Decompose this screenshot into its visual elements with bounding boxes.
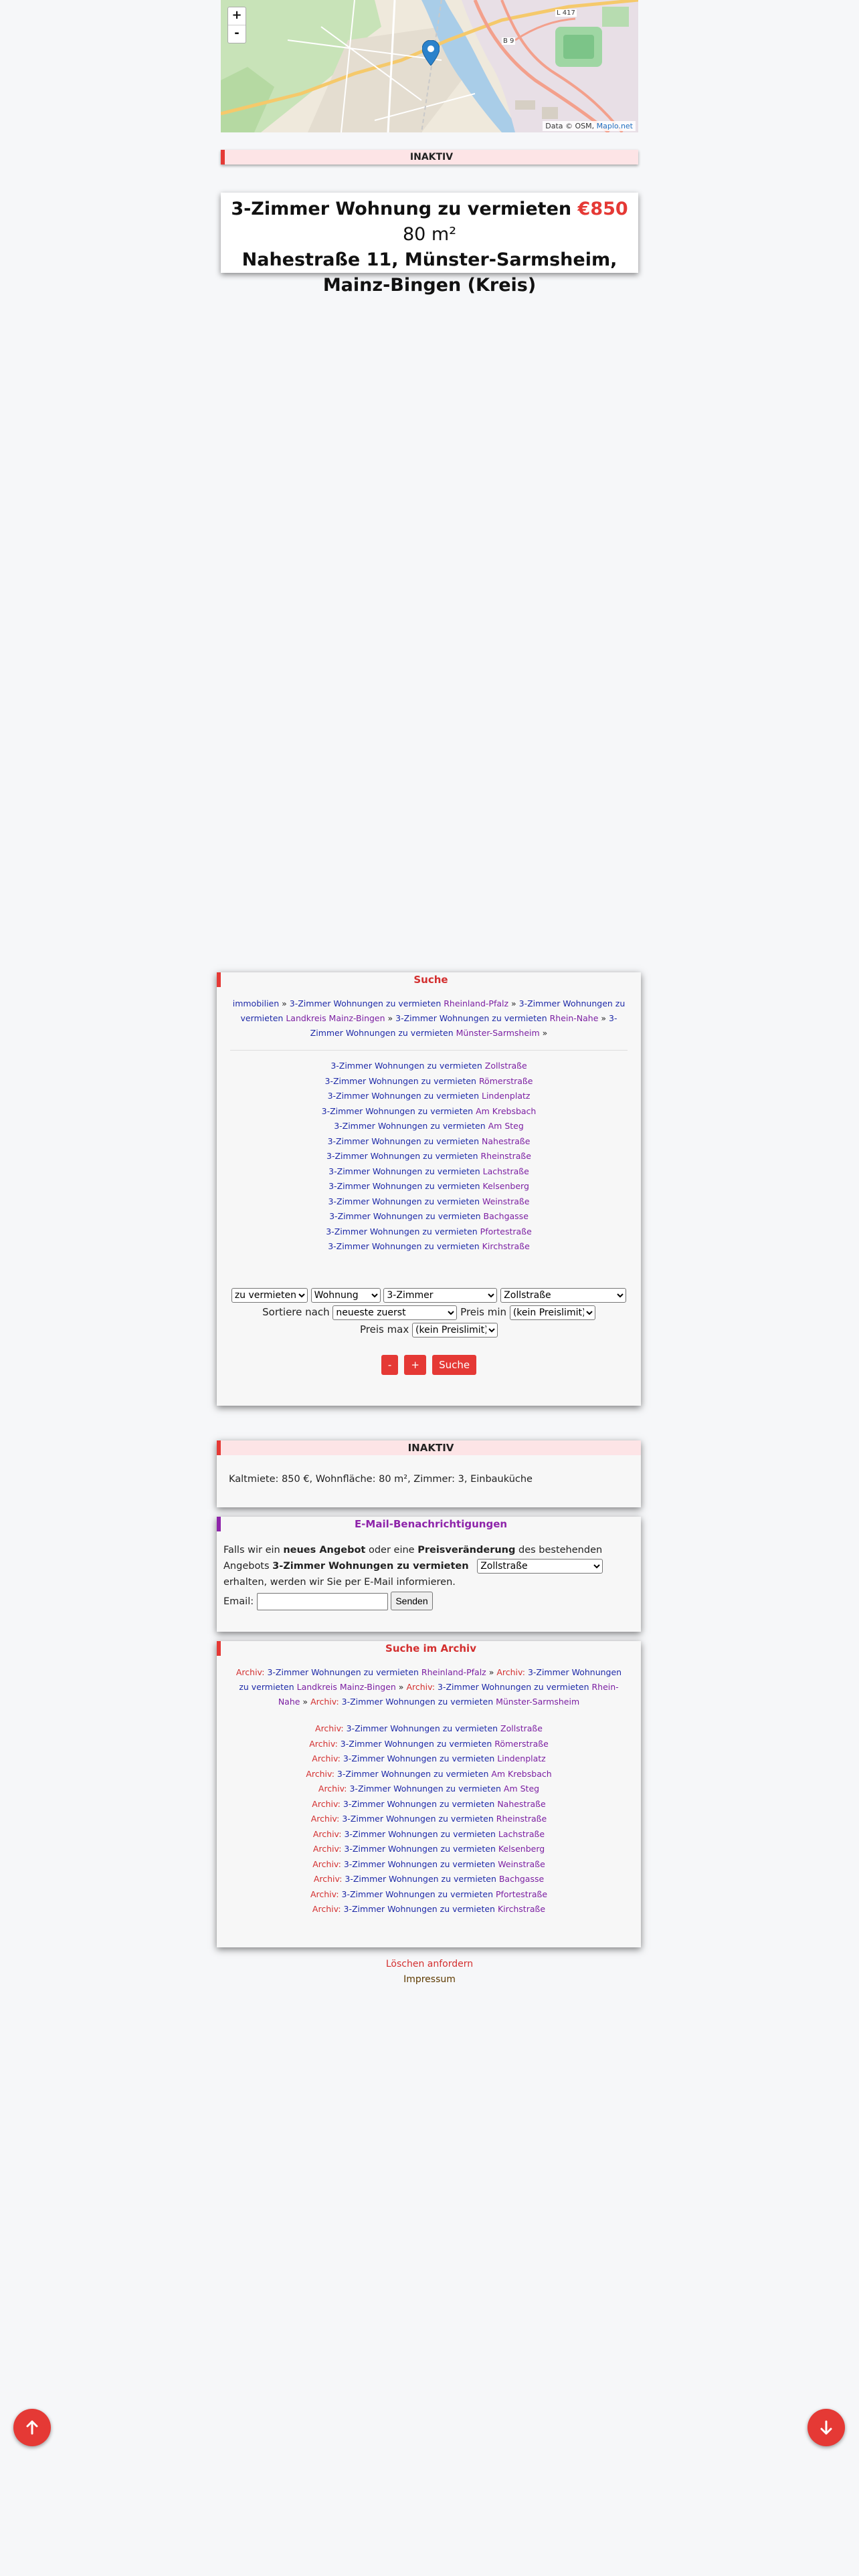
email-text-1: Falls wir ein	[223, 1545, 284, 1555]
map-tiles	[221, 0, 638, 132]
list-item[interactable]	[217, 1902, 641, 1917]
archive-link-prefix[interactable]: 3-Zimmer Wohnungen zu vermieten	[344, 1828, 498, 1839]
email-text	[217, 1531, 641, 1610]
street-link-name[interactable]: Kelsenberg	[482, 1181, 529, 1191]
search-form-row-1	[217, 1288, 641, 1303]
archiv-label: Archiv:	[406, 1682, 436, 1692]
status-banner: INAKTIV	[221, 150, 638, 165]
breadcrumb-separator: »	[279, 998, 290, 1008]
arrow-down-icon	[818, 2420, 834, 2436]
breadcrumb-link[interactable]: 3-Zimmer Wohnungen zu vermieten	[240, 998, 626, 1023]
breadcrumb-separator: »	[539, 1028, 548, 1038]
street-link-name[interactable]: Rheinstraße	[480, 1151, 531, 1161]
listing-area: 80 m²	[402, 224, 457, 245]
title-line-1	[221, 197, 638, 247]
archiv-label: Archiv:	[310, 1814, 340, 1824]
list-item[interactable]	[217, 1134, 641, 1150]
object-select[interactable]	[311, 1288, 381, 1303]
attribution-link[interactable]: Maplo.net	[596, 122, 633, 130]
list-item[interactable]	[217, 1209, 641, 1224]
search-button[interactable]: Suche	[432, 1355, 476, 1375]
breadcrumb-link[interactable]: 3-Zimmer Wohnungen zu vermieten	[289, 998, 444, 1008]
archiv-label: Archiv:	[312, 1858, 341, 1869]
breadcrumb-link[interactable]: 3-Zimmer Wohnungen zu vermieten	[438, 1682, 592, 1692]
breadcrumb-link[interactable]: 3-Zimmer Wohnungen zu vermieten	[267, 1667, 421, 1677]
breadcrumb-link[interactable]: 3-Zimmer Wohnungen zu vermieten	[341, 1697, 496, 1707]
breadcrumb-city[interactable]: Rhein-Nahe	[549, 1013, 599, 1023]
list-item[interactable]	[217, 1119, 641, 1134]
archiv-label: Archiv:	[312, 1828, 342, 1839]
archiv-label: Archiv:	[313, 1874, 343, 1884]
list-item[interactable]	[217, 1782, 641, 1797]
email-text-4: erhalten, werden wir Sie per E-Mail informieren.	[223, 1577, 456, 1588]
street-link-name[interactable]: Lindenplatz	[482, 1091, 531, 1101]
list-item[interactable]	[217, 1751, 641, 1767]
archiv-label: Archiv:	[312, 1904, 341, 1914]
breadcrumb-city[interactable]: Rheinland-Pfalz	[421, 1667, 486, 1677]
zoom-in-button[interactable]: +	[231, 8, 242, 22]
search-form-row-3	[217, 1323, 641, 1337]
search-heading: Suche	[217, 972, 641, 987]
list-item[interactable]	[217, 1059, 641, 1074]
type-select[interactable]	[231, 1288, 308, 1303]
street-link-name[interactable]: Am Steg	[488, 1121, 524, 1131]
archive-link-prefix[interactable]: 3-Zimmer Wohnungen zu vermieten	[349, 1784, 504, 1794]
scroll-up-button[interactable]	[13, 2409, 51, 2446]
street-link-prefix[interactable]: 3-Zimmer Wohnungen zu vermieten	[327, 1091, 482, 1101]
zoom-control	[227, 7, 246, 43]
price-min-label: Preis min	[460, 1305, 507, 1318]
archive-link-prefix[interactable]: 3-Zimmer Wohnungen zu vermieten	[344, 1844, 498, 1854]
breadcrumb-city[interactable]: Rhein-Nahe	[278, 1682, 619, 1707]
archive-link-name[interactable]: Bachgasse	[498, 1874, 545, 1884]
street-link-prefix[interactable]: 3-Zimmer Wohnungen zu vermieten	[329, 1211, 484, 1221]
details-heading: INAKTIV	[217, 1440, 641, 1455]
list-item[interactable]	[217, 1797, 641, 1812]
breadcrumb-link[interactable]: 3-Zimmer Wohnungen zu vermieten	[239, 1667, 622, 1692]
scroll-down-button[interactable]	[807, 2409, 845, 2446]
street-link-name[interactable]: Weinstraße	[482, 1196, 530, 1206]
breadcrumb-separator: »	[385, 1013, 396, 1023]
search-buttons	[217, 1355, 641, 1375]
price-min-select[interactable]	[510, 1305, 595, 1320]
street-link-prefix[interactable]: 3-Zimmer Wohnungen zu vermieten	[326, 1151, 481, 1161]
archiv-label: Archiv:	[306, 1768, 335, 1779]
email-bold-1: neues Angebot	[283, 1545, 366, 1555]
archive-link-prefix[interactable]: 3-Zimmer Wohnungen zu vermieten	[337, 1768, 492, 1779]
details-text: Kaltmiete: 850 €, Wohnfläche: 80 m², Zimmer: 3, Einbauküche	[229, 1474, 533, 1485]
list-item[interactable]	[217, 1887, 641, 1903]
listing-address: Nahestraße 11, Münster-Sarmsheim, Mainz-Bingen (Kreis)	[242, 249, 617, 296]
archiv-label: Archiv:	[315, 1723, 344, 1733]
archive-link-name[interactable]: Lachstraße	[498, 1828, 545, 1839]
list-item[interactable]	[217, 1857, 641, 1872]
minus-button[interactable]: -	[381, 1355, 398, 1375]
street-link-name[interactable]: Bachgasse	[483, 1211, 529, 1221]
listing-price: €850	[577, 199, 628, 219]
map-attribution	[543, 121, 636, 131]
street-link-list	[217, 1051, 641, 1255]
breadcrumb-city[interactable]: Münster-Sarmsheim	[496, 1697, 580, 1707]
breadcrumb-separator: »	[395, 1682, 407, 1692]
list-item[interactable]	[217, 1842, 641, 1857]
archiv-label: Archiv:	[312, 1844, 342, 1854]
send-button[interactable]: Senden	[391, 1592, 432, 1610]
archive-breadcrumb	[217, 1656, 641, 1709]
archive-heading: Suche im Archiv	[217, 1641, 641, 1656]
street-link-name[interactable]: Lachstraße	[482, 1166, 529, 1176]
road-label-l417: L 417	[557, 9, 575, 17]
details-panel	[217, 1440, 641, 1507]
archive-link-name[interactable]: Kirchstraße	[497, 1904, 546, 1914]
listing-title	[221, 193, 638, 296]
street-link-prefix[interactable]: 3-Zimmer Wohnungen zu vermieten	[324, 1075, 479, 1086]
delete-request-link[interactable]: Löschen anfordern	[385, 1959, 474, 1969]
list-item[interactable]	[217, 1104, 641, 1119]
list-item[interactable]	[217, 1164, 641, 1180]
street-link-prefix[interactable]: 3-Zimmer Wohnungen zu vermieten	[321, 1105, 476, 1116]
zoom-out-button[interactable]: -	[228, 25, 246, 43]
street-link-name[interactable]: Römerstraße	[478, 1075, 533, 1086]
road-label-b9: B 9	[503, 37, 514, 45]
list-item[interactable]	[217, 1089, 641, 1104]
sort-label: Sortiere nach	[262, 1305, 330, 1318]
location-map[interactable]	[221, 0, 638, 132]
archiv-label: Archiv:	[310, 1697, 339, 1707]
map-marker-icon[interactable]	[422, 40, 440, 66]
street-link-prefix[interactable]: 3-Zimmer Wohnungen zu vermieten	[326, 1226, 480, 1237]
archive-link-prefix[interactable]: 3-Zimmer Wohnungen zu vermieten	[342, 1814, 496, 1824]
archive-link-prefix[interactable]: 3-Zimmer Wohnungen zu vermieten	[343, 1798, 498, 1809]
archive-link-name[interactable]: Nahestraße	[497, 1798, 546, 1809]
archive-link-prefix[interactable]: 3-Zimmer Wohnungen zu vermieten	[343, 1858, 498, 1869]
street-link-name[interactable]: Am Krebsbach	[476, 1105, 537, 1116]
breadcrumb-city[interactable]: Rheinland-Pfalz	[444, 998, 509, 1008]
street-link-prefix[interactable]: 3-Zimmer Wohnungen zu vermieten	[328, 1166, 483, 1176]
list-item[interactable]	[217, 1179, 641, 1194]
rooms-select[interactable]	[383, 1288, 497, 1303]
breadcrumb-link[interactable]: immobilien	[232, 998, 280, 1008]
archive-link-name[interactable]: Am Steg	[503, 1784, 540, 1794]
archive-link-name[interactable]: Zollstraße	[500, 1723, 543, 1733]
breadcrumb-separator: »	[486, 1667, 497, 1677]
street-link-prefix[interactable]: 3-Zimmer Wohnungen zu vermieten	[327, 1136, 482, 1146]
email-input[interactable]	[257, 1593, 388, 1610]
archive-link-name[interactable]: Römerstraße	[494, 1738, 549, 1749]
archive-link-name[interactable]: Lindenplatz	[497, 1753, 546, 1763]
archiv-label: Archiv:	[496, 1667, 525, 1677]
breadcrumb-city[interactable]: Münster-Sarmsheim	[456, 1028, 540, 1038]
list-item[interactable]	[217, 1224, 641, 1240]
archive-link-name[interactable]: Am Krebsbach	[491, 1768, 552, 1779]
archiv-label: Archiv:	[310, 1889, 339, 1899]
street-link-prefix[interactable]: 3-Zimmer Wohnungen zu vermieten	[330, 1061, 485, 1071]
email-text-3: des bestehenden Angebots	[223, 1545, 603, 1572]
impressum-link[interactable]: Impressum	[403, 1974, 456, 1985]
breadcrumb-link[interactable]: 3-Zimmer Wohnungen zu vermieten	[310, 1013, 617, 1038]
archiv-label: Archiv:	[312, 1753, 341, 1763]
breadcrumb-separator: »	[598, 1013, 609, 1023]
list-item[interactable]	[217, 1721, 641, 1737]
list-item[interactable]	[217, 1737, 641, 1752]
breadcrumb-separator: »	[508, 998, 519, 1008]
list-item[interactable]	[217, 1812, 641, 1827]
street-link-prefix[interactable]: 3-Zimmer Wohnungen zu vermieten	[328, 1196, 482, 1206]
email-label: Email:	[223, 1596, 254, 1607]
street-link-prefix[interactable]: 3-Zimmer Wohnungen zu vermieten	[328, 1181, 483, 1191]
email-form	[223, 1592, 632, 1610]
list-item[interactable]	[217, 1074, 641, 1089]
street-link-prefix[interactable]: 3-Zimmer Wohnungen zu vermieten	[328, 1241, 482, 1251]
breadcrumb-separator: »	[300, 1697, 311, 1707]
email-panel	[217, 1517, 641, 1632]
archive-link-name[interactable]: Weinstraße	[498, 1858, 545, 1869]
price-max-select[interactable]	[412, 1323, 498, 1337]
archive-link-name[interactable]: Rheinstraße	[496, 1814, 547, 1824]
archive-link-name[interactable]: Pfortestraße	[495, 1889, 548, 1899]
email-street-select[interactable]	[477, 1559, 603, 1574]
archive-link-name[interactable]: Kelsenberg	[498, 1844, 545, 1854]
street-link-name[interactable]: Pfortestraße	[480, 1226, 532, 1237]
email-heading: E-Mail-Benachrichtigungen	[217, 1517, 641, 1531]
archiv-label: Archiv:	[309, 1738, 338, 1749]
archive-link-prefix[interactable]: 3-Zimmer Wohnungen zu vermieten	[343, 1904, 498, 1914]
breadcrumb	[217, 987, 641, 1041]
attribution-text: Data © OSM,	[545, 122, 595, 130]
street-link-name[interactable]: Zollstraße	[484, 1061, 527, 1071]
archive-link-prefix[interactable]: 3-Zimmer Wohnungen zu vermieten	[343, 1753, 498, 1763]
archive-panel	[217, 1641, 641, 1947]
archive-link-prefix[interactable]: 3-Zimmer Wohnungen zu vermieten	[345, 1874, 499, 1884]
breadcrumb-city[interactable]: Landkreis Mainz-Bingen	[296, 1682, 396, 1692]
list-item[interactable]	[217, 1149, 641, 1164]
archiv-label: Archiv:	[318, 1784, 347, 1794]
plus-button[interactable]: +	[404, 1355, 426, 1375]
archive-link-prefix[interactable]: 3-Zimmer Wohnungen zu vermieten	[341, 1889, 496, 1899]
list-item[interactable]	[217, 1827, 641, 1842]
archive-link-prefix[interactable]: 3-Zimmer Wohnungen zu vermieten	[340, 1738, 495, 1749]
street-link-prefix[interactable]: 3-Zimmer Wohnungen zu vermieten	[334, 1121, 488, 1131]
breadcrumb-link[interactable]: 3-Zimmer Wohnungen zu vermieten	[395, 1013, 550, 1023]
street-select[interactable]	[500, 1288, 626, 1303]
email-bold-2: Preisveränderung	[417, 1545, 516, 1555]
street-link-name[interactable]: Nahestraße	[482, 1136, 531, 1146]
arrow-up-icon	[24, 2420, 40, 2436]
list-item[interactable]	[217, 1194, 641, 1210]
list-item[interactable]	[217, 1767, 641, 1782]
list-item[interactable]	[217, 1239, 641, 1255]
archiv-label: Archiv:	[312, 1798, 341, 1809]
archiv-label: Archiv:	[235, 1667, 265, 1677]
archive-link-list	[217, 1709, 641, 1917]
email-bold-3: 3-Zimmer Wohnungen zu vermieten	[272, 1561, 469, 1572]
search-form-row-2	[217, 1305, 641, 1320]
email-text-2: oder eine	[365, 1545, 418, 1555]
archive-link-prefix[interactable]: 3-Zimmer Wohnungen zu vermieten	[346, 1723, 501, 1733]
price-max-label: Preis max	[359, 1323, 409, 1335]
street-link-name[interactable]: Kirchstraße	[482, 1241, 530, 1251]
breadcrumb-city[interactable]: Landkreis Mainz-Bingen	[286, 1013, 385, 1023]
sort-select[interactable]	[332, 1305, 457, 1320]
search-panel	[217, 972, 641, 1406]
title-prefix: 3-Zimmer Wohnung zu vermieten	[231, 199, 578, 219]
list-item[interactable]	[217, 1872, 641, 1887]
